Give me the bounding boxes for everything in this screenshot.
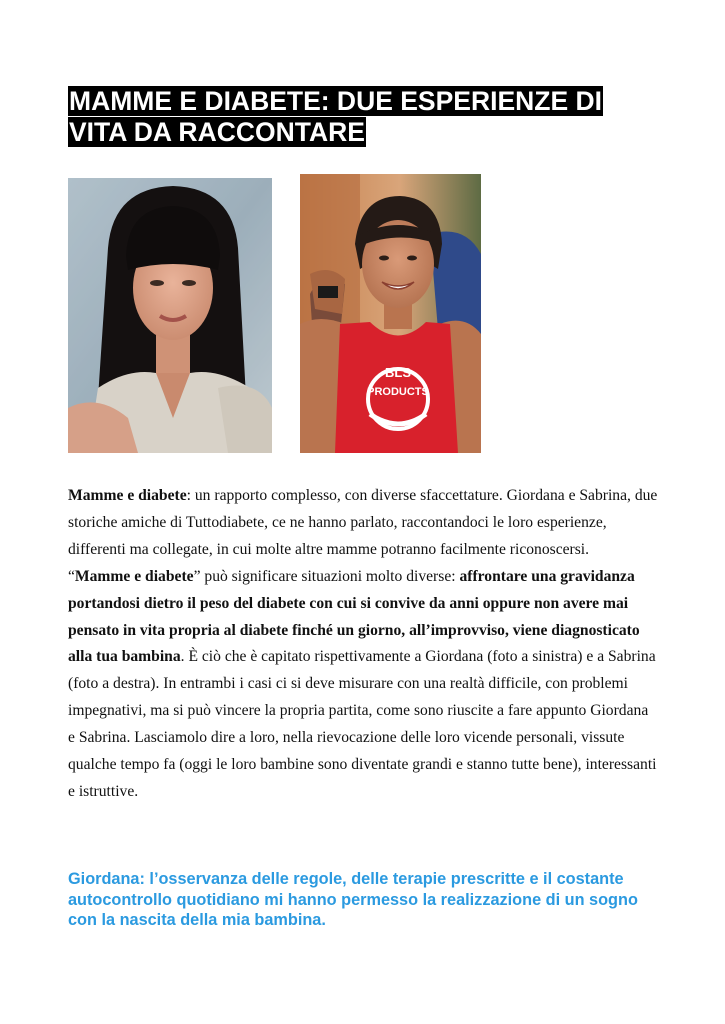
paragraph-intro — [68, 483, 658, 564]
photo-giordana — [68, 178, 272, 453]
paragraph-main-bold: affrontare una gravidanza portandosi dietro il peso del diabete con cui si convive da anni oppure non avere mai pensato in vita propria al diabete finché un giorno, all’improvviso, viene diagnosticato alla tua bambina — [68, 567, 640, 666]
photo-sabrina-image — [300, 174, 481, 453]
article-title — [68, 86, 628, 148]
paragraph-main-text-2: . È ciò che è capitato rispettivamente a Giordana (foto a sinistra) e a Sabrina (foto a destra). In entrambi i casi ci si deve misurare con una realtà difficile, con problemi impegnativi, ma si può vincere la propria partita, come sono riuscite a fare appunto Giordana e Sabrina. Lasciamolo dire a loro, nella rievocazione delle loro vicende personali, vissute qualche tempo fa (oggi le loro bambine sono diventate grandi e stanno tutte bene), interessanti e istruttive. — [68, 648, 657, 800]
paragraph-intro-lead: Mamme e diabete — [68, 487, 187, 504]
article-body — [68, 483, 658, 806]
paragraph-main-text-1: ” può significare situazioni molto diverse: — [193, 567, 460, 585]
paragraph-main-open-quote: “ — [68, 567, 75, 585]
section-subheading: Giordana: l’osservanza delle regole, delle terapie prescritte e il costante autocontrollo quotidiano mi hanno permesso la realizzazione di un sogno con la nascita della mia bambina. — [68, 870, 638, 929]
paragraph-main — [68, 564, 658, 806]
photo-giordana-image — [68, 178, 272, 453]
shirt-text-bottom: PRODUCTS — [367, 386, 429, 398]
paragraph-intro-text: : un rapporto complesso, con diverse sfaccettature. Giordana e Sabrina, due storiche amiche di Tuttodiabete, ce ne hanno parlato, raccontandoci le loro esperienze, differenti ma collegate, in cui molte altre mamme potranno facilmente riconoscersi. — [68, 487, 658, 558]
shirt-text-top: BLS — [385, 365, 411, 380]
paragraph-main-lead: Mamme e diabete — [74, 567, 194, 585]
photo-sabrina — [300, 174, 481, 453]
article-title-text: MAMME E DIABETE: DUE ESPERIENZE DI VITA DA RACCONTARE — [69, 86, 602, 147]
